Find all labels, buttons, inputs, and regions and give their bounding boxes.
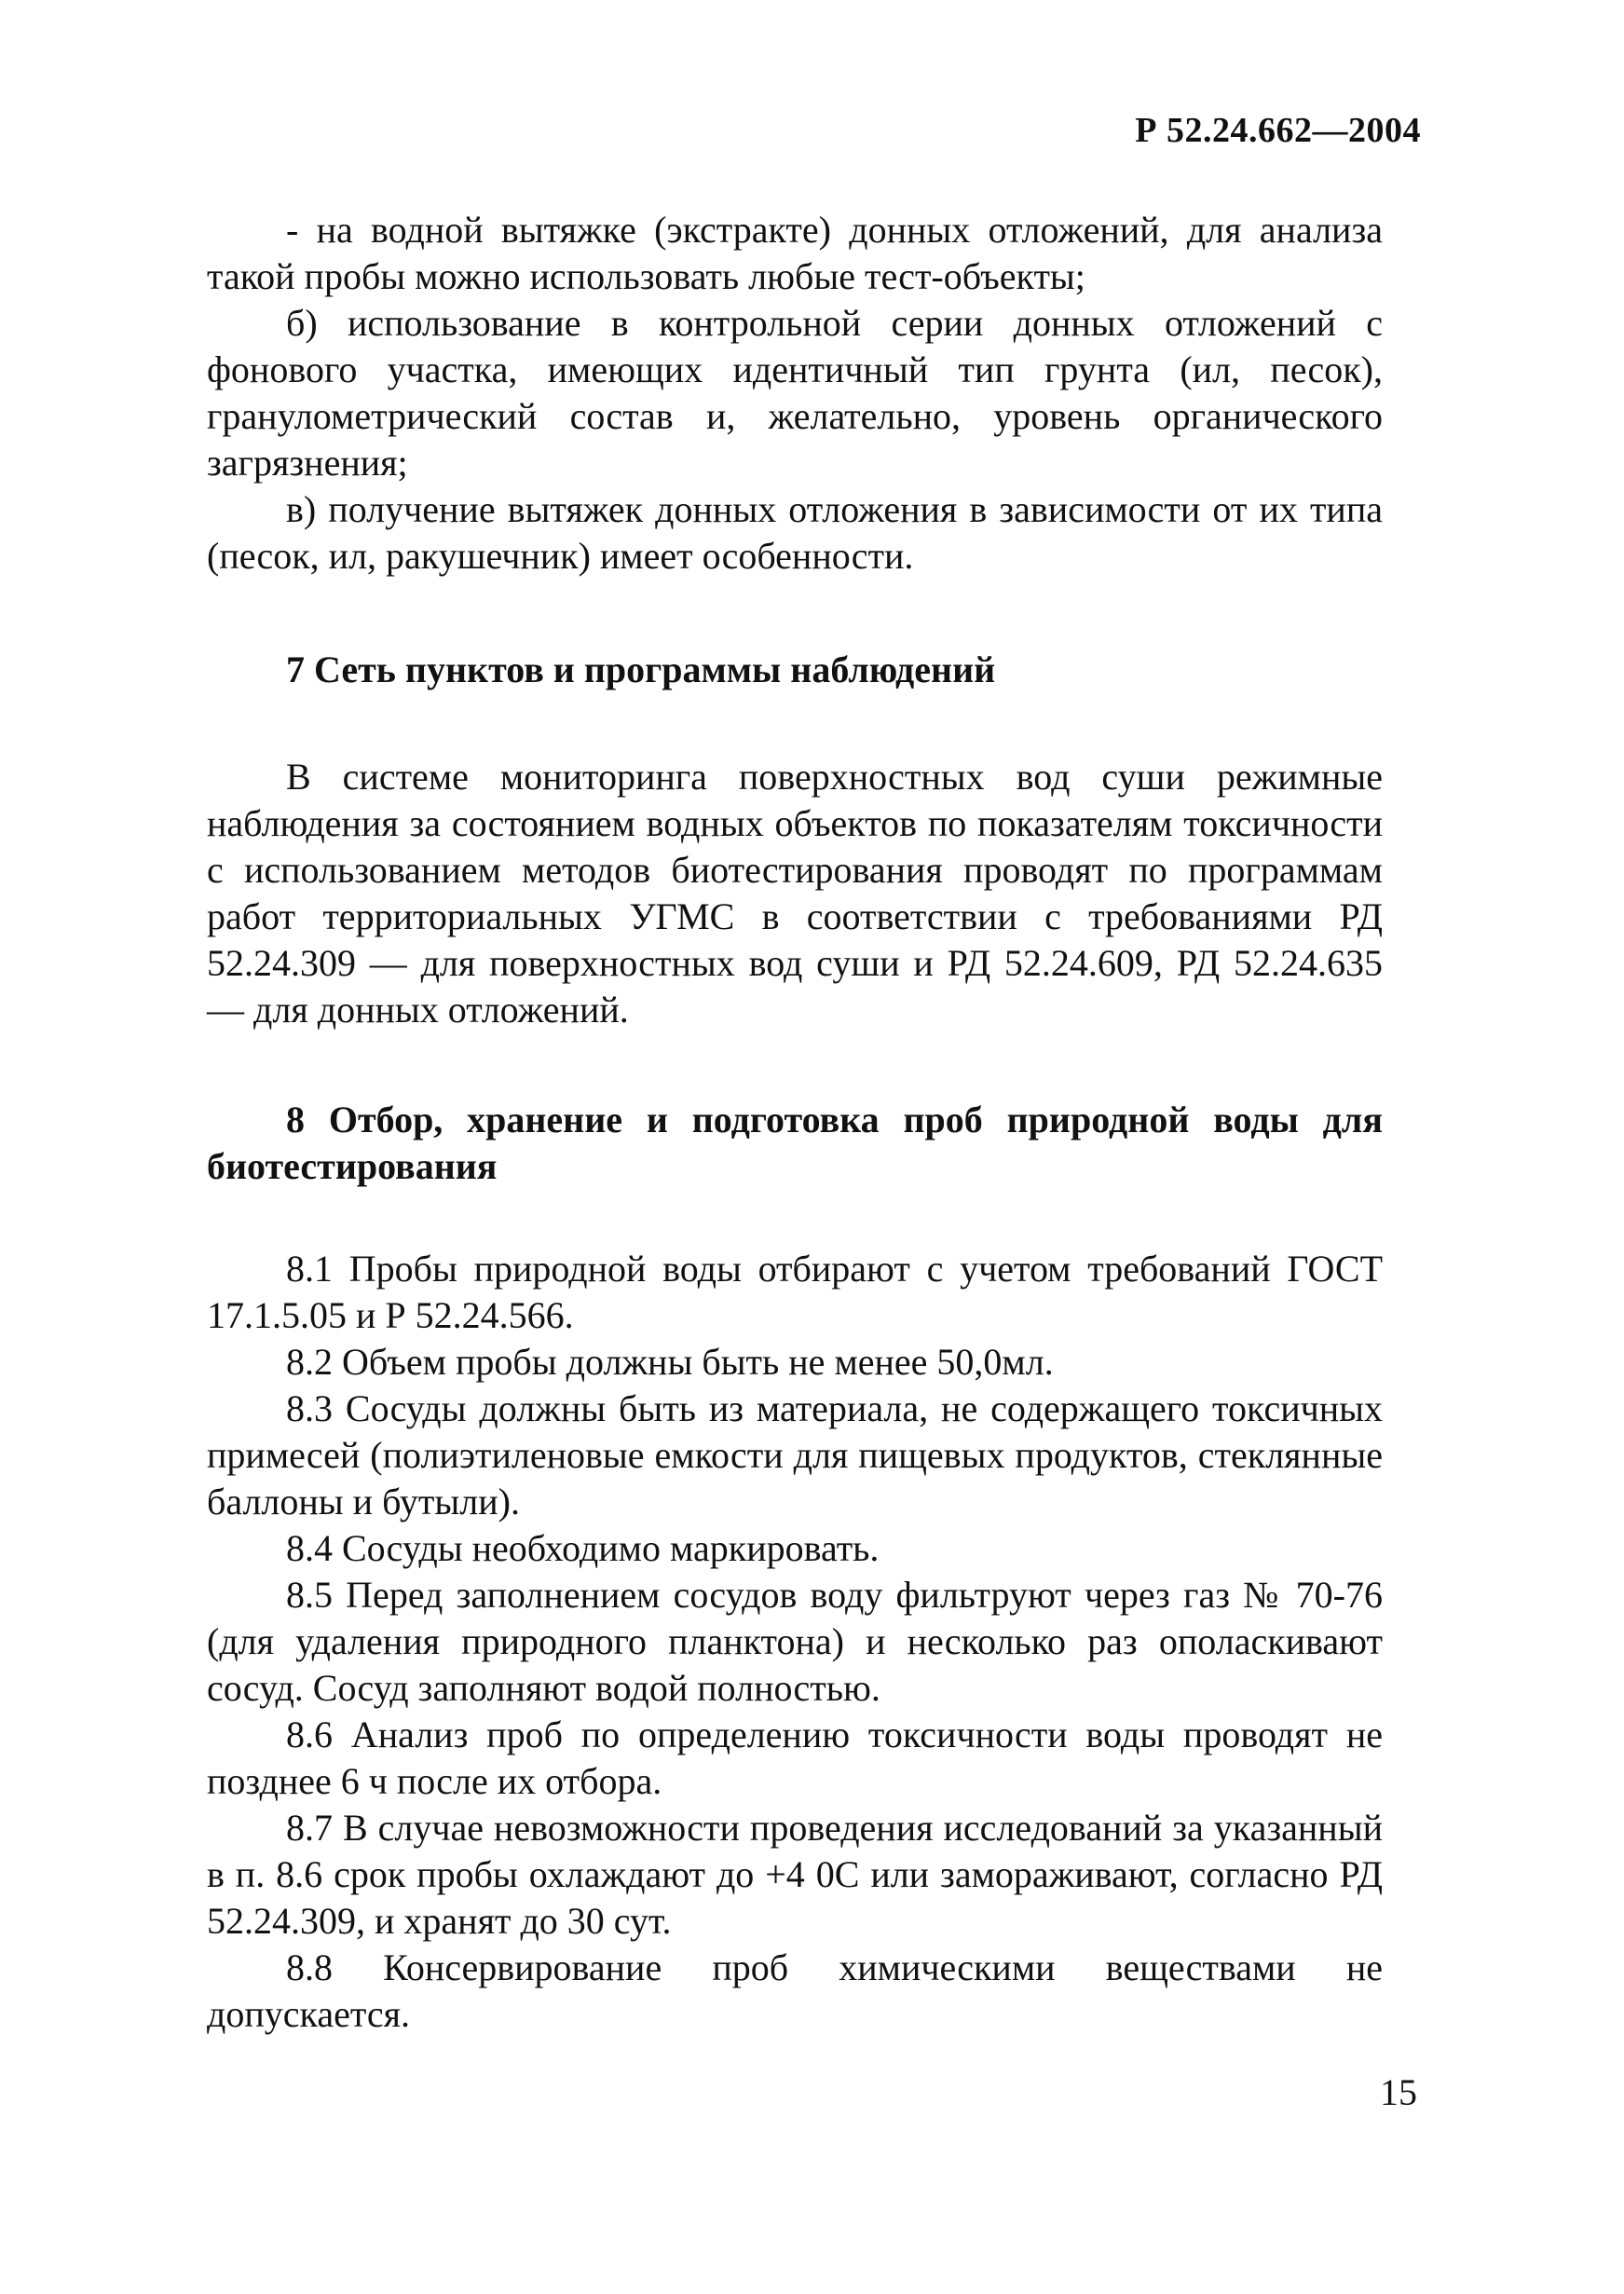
section-7-text: В системе мониторинга поверхностных вод суши режимные наблюдения за состоянием водных объектов по показателям токсичности с использованием методов биотестирования проводят по программам работ территориальных УГМС в соответствии с требованиями РД 52.24.309 — для поверхностных вод суши и РД 52.24.609, РД 52.24.635 — для донных отложений. — [207, 756, 1383, 1031]
clause-8-4: 8.4 Сосуды необходимо маркировать. — [286, 1527, 880, 1569]
page-number: 15 — [1380, 2071, 1417, 2113]
paragraph: в) получение вытяжек донных отложения в зависимости от их типа (песок, ил, ракушечник) имеет особенности. — [207, 488, 1383, 577]
clause-8-8: 8.8 Консервирование проб химическими веществами не допускается. — [207, 1946, 1383, 2035]
page-content — [207, 207, 1383, 2038]
clause-8-1: 8.1 Пробы природной воды отбирают с учетом требований ГОСТ 17.1.5.05 и Р 52.24.566. — [207, 1248, 1383, 1336]
section-7-heading: 7 Сеть пунктов и программы наблюдений — [286, 649, 996, 690]
paragraph: - на водной вытяжке (экстракте) донных отложений, для анализа такой пробы можно использовать любые тест-объекты; — [207, 209, 1383, 297]
paragraph: б) использование в контрольной серии донных отложений с фонового участка, имеющих идентичный тип грунта (ил, песок), гранулометрический состав и, желательно, уровень органического загрязнения; — [207, 302, 1383, 484]
section-8-heading: 8 Отбор, хранение и подготовка проб природной воды для биотестирования — [207, 1099, 1383, 1187]
document-code: Р 52.24.662—2004 — [1135, 111, 1421, 150]
clause-8-7: 8.7 В случае невозможности проведения исследований за указанный в п. 8.6 срок пробы охлаждают до +4 0С или замораживают, согласно РД 52.24.309, и хранят до 30 сут. — [207, 1807, 1383, 1942]
clause-8-2: 8.2 Объем пробы должны быть не менее 50,0мл. — [286, 1341, 1054, 1383]
clause-8-5: 8.5 Перед заполнением сосудов воду фильтруют через газ № 70-76 (для удаления природного планктона) и несколько раз ополаскивают сосуд. Сосуд заполняют водой полностью. — [207, 1574, 1383, 1709]
clause-8-6: 8.6 Анализ проб по определению токсичности воды проводят не позднее 6 ч после их отбора. — [207, 1714, 1383, 1802]
clause-8-3: 8.3 Сосуды должны быть из материала, не содержащего токсичных примесей (полиэтиленовые емкости для пищевых продуктов, стеклянные баллоны и бутыли). — [207, 1387, 1383, 1523]
